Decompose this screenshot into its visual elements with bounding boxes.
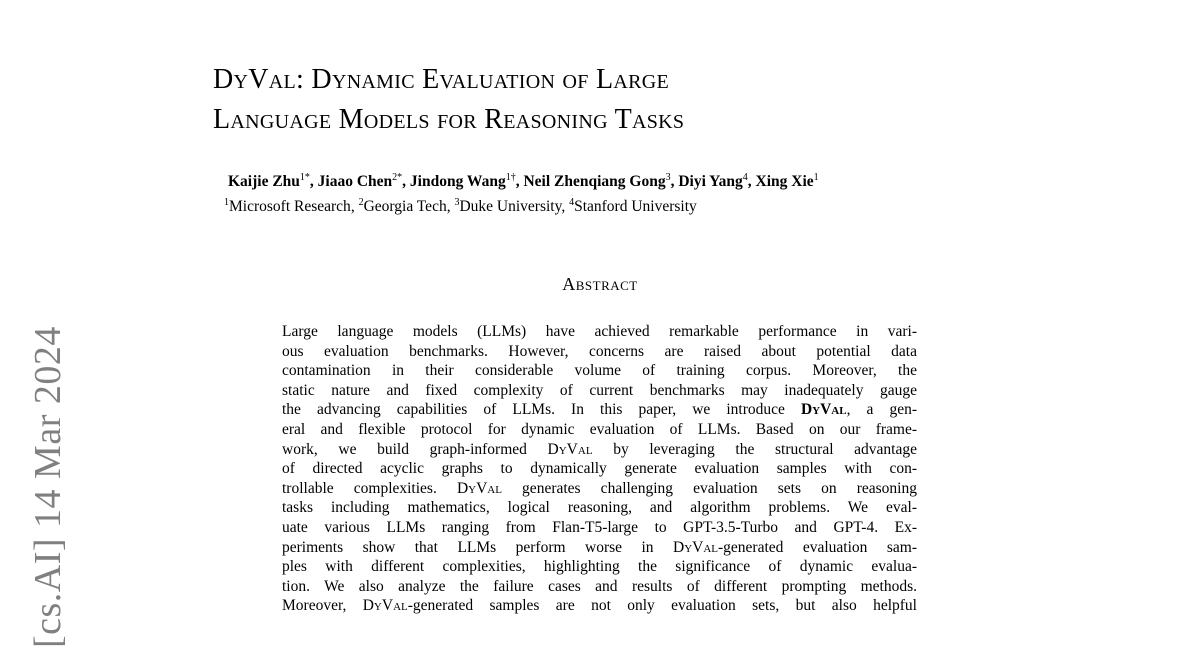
dyval-name: DyVal [456, 479, 502, 497]
author-mark: * [397, 171, 403, 183]
author-name: Xing Xie [755, 173, 814, 190]
author-sup: 1 [813, 171, 819, 183]
author-name: Kaijie Zhu [228, 173, 300, 190]
abstract-line: uate various LLMs ranging from Flan-T5-large to GPT-3.5-Turbo and GPT-4. Ex- [282, 518, 917, 536]
dyval-name: DyVal [547, 440, 593, 458]
dyval-name: DyVal [362, 597, 408, 615]
abstract-text: the advancing capabilities of LLMs. In this paper, we introduce [282, 401, 801, 419]
abstract-text: by leveraging the structural advantage [592, 440, 917, 458]
paper-title [213, 60, 684, 140]
dyval-name: DyVal [673, 538, 718, 556]
abstract-text: trollable complexities. [282, 479, 457, 497]
abstract-line: Large language models (LLMs) have achieved remarkable performance in vari- [282, 323, 917, 340]
abstract-line: ples with different complexities, highlighting the significance of dynamic evalua- [282, 558, 917, 576]
abstract-text: , a gen- [846, 401, 917, 419]
author-name: Diyi Yang [678, 173, 743, 190]
author-list: Kaijie Zhu$^{1*}$, Jiaao Chen$^{2*}$, Jindong Wang$^{1\dagger}$, Neil Zhenqiang Gong$^3$, Diyi Yang$^4$, Xing Xie$^1$ [228, 171, 819, 190]
author-sup: 4 [742, 171, 748, 183]
abstract-line: ous evaluation benchmarks. However, concerns are raised about potential data [282, 342, 917, 360]
affiliation: Stanford University [574, 198, 697, 215]
abstract-text: -generated evaluation sam- [718, 538, 917, 556]
title-line-1: DyVal: Dynamic Evaluation of Large [213, 64, 670, 95]
author-mark: * [304, 171, 310, 183]
affil-sup: 2 [358, 196, 364, 208]
affil-sup: 1 [224, 196, 229, 208]
abstract-line: contamination in their considerable volume of training corpus. Moreover, the [282, 362, 917, 380]
affiliation: Microsoft Research [229, 198, 351, 215]
title-line-2: Language Models for Reasoning Tasks [213, 104, 685, 135]
affiliation: Duke University [459, 198, 562, 215]
abstract-line: tion. We also analyze the failure cases and results of different prompting methods. [282, 577, 917, 595]
abstract-line: static nature and fixed complexity of current benchmarks may inadequately gauge [282, 381, 917, 399]
abstract-line [282, 596, 917, 616]
affiliation: Georgia Tech [363, 198, 447, 215]
author-sup: 1 [505, 171, 511, 183]
abstract-text: work, we build graph-informed [282, 440, 548, 458]
author-name: Neil Zhenqiang Gong [523, 173, 666, 190]
abstract-body [282, 322, 917, 616]
author-sup: 1 [299, 171, 305, 183]
abstract-line: eral and flexible protocol for dynamic evaluation of LLMs. Based on our frame- [282, 420, 917, 438]
abstract-text: periments show that LLMs perform worse in [282, 538, 673, 556]
arxiv-stamp: [cs.AI] 14 Mar 2024 [27, 326, 69, 648]
abstract-line [282, 440, 917, 460]
abstract-text: -generated samples are not only evaluation sets, but also helpful [407, 597, 917, 615]
author-mark: † [510, 171, 516, 183]
abstract-line [282, 479, 917, 499]
abstract-text: Moreover, [282, 597, 363, 615]
author-name: Jindong Wang [409, 173, 506, 190]
author-name: Jiaao Chen [317, 173, 393, 190]
abstract-line: of directed acyclic graphs to dynamically generate evaluation samples with con- [282, 460, 917, 478]
abstract-heading: Abstract [562, 274, 638, 294]
author-sup: 2 [392, 171, 398, 183]
abstract-line [282, 538, 917, 558]
affil-sup: 3 [454, 196, 460, 208]
abstract-line [282, 400, 917, 420]
dyval-name-bold: DyVal [800, 401, 847, 419]
affiliation-list: $^1$Microsoft Research, $^2$Georgia Tech, $^3$Duke University, $^4$Stanford University [224, 196, 697, 215]
affil-sup: 4 [569, 196, 575, 208]
author-sup: 3 [665, 171, 671, 183]
abstract-text: generates challenging evaluation sets on reasoning [501, 479, 917, 497]
abstract-line: tasks including mathematics, logical reasoning, and algorithm problems. We eval- [282, 499, 917, 517]
